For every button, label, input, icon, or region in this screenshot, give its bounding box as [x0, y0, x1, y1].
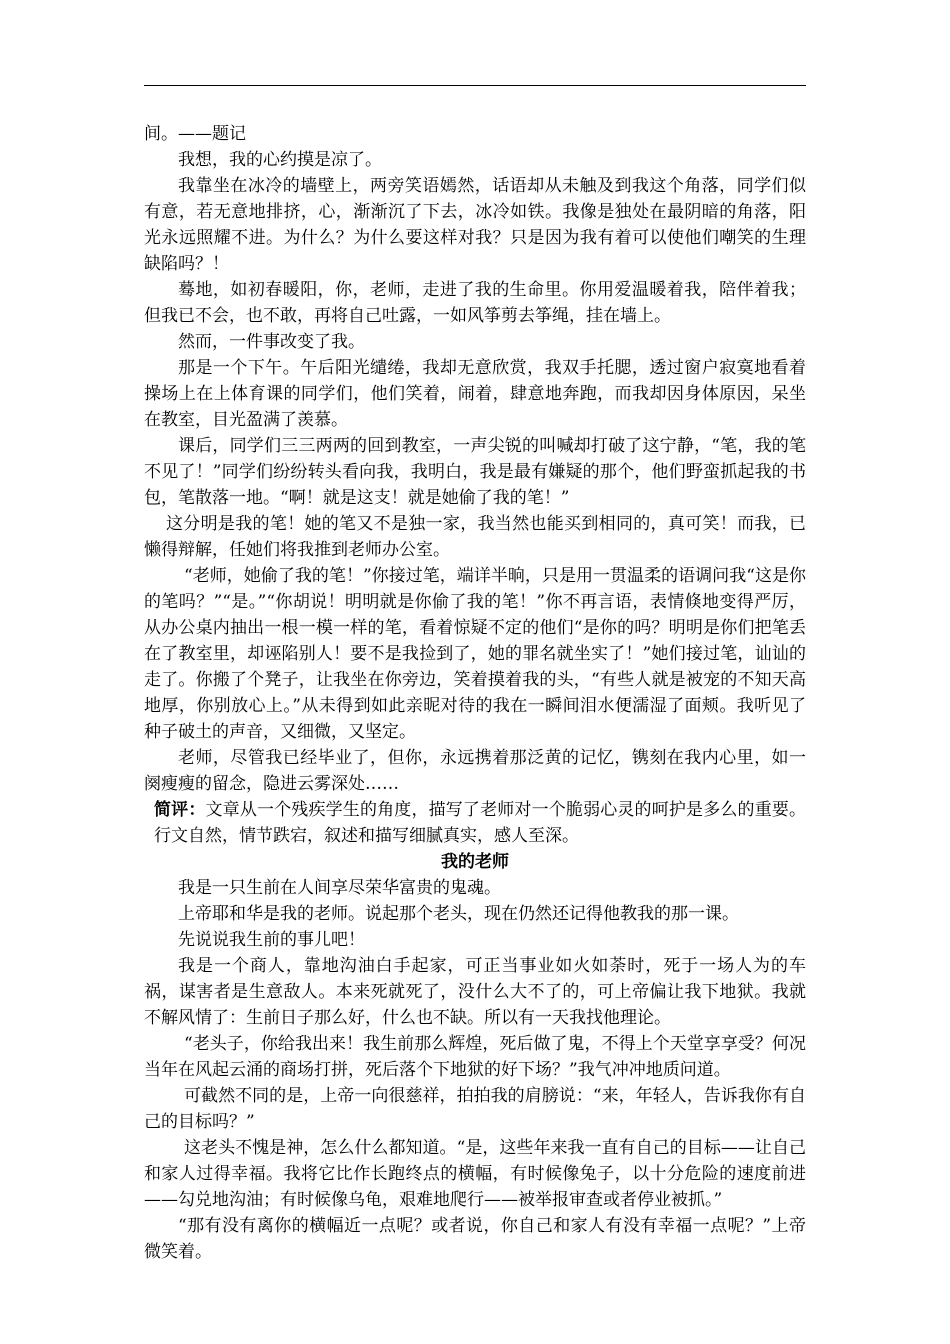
article1-paragraph: 这分明是我的笔！她的笔又不是独一家，我当然也能买到相同的，真可笑！而我，已懒得辩解，任她们将我推到老师办公室。: [144, 514, 806, 560]
article2-paragraph: “老头子，你给我出来！我生前那么辉煌，死后做了鬼，不得上个天堂享享受？何况当年在风起云涌的商场打拼，死后落个下地狱的好下场？”我气冲冲地质问道。: [144, 1034, 806, 1080]
article2-paragraph: “那有没有离你的横幅近一点呢？或者说，你自己和家人有没有幸福一点呢？”上帝微笑着。: [144, 1216, 806, 1262]
comment-label: 简评：: [154, 800, 206, 820]
article1-paragraph: 课后，同学们三三两两的回到教室，一声尖锐的叫喊却打破了这宁静，“笔，我的笔不见了！”同学们纷纷转头看向我，我明白，我是最有嫌疑的那个，他们野蛮抓起我的书包，笔散落一地。“啊！就是这支！就是她偷了我的笔！”: [144, 436, 806, 508]
article2-paragraph: 上帝耶和华是我的老师。说起那个老头，现在仍然还记得他教我的那一课。: [178, 904, 739, 924]
article1-comment: [144, 797, 806, 849]
article2-title: 我的老师: [441, 852, 509, 872]
article1-paragraph: 蓦地，如初春暖阳，你，老师，走进了我的生命里。你用爱温暖着我，陪伴着我；但我已不会，也不敢，再将自己吐露，一如风筝剪去筝绳，挂在墙上。: [144, 280, 806, 326]
article1-epigraph-end: 间。——题记: [144, 124, 246, 144]
article2-paragraph: 我是一个商人，靠地沟油白手起家，可正当事业如火如荼时，死于一场人为的车祸，谋害者是生意敌人。本来死就死了，没什么大不了的，可上帝偏让我下地狱。我就不解风情了：生前日子那么好，什么也不缺。所以有一天我找他理论。: [144, 956, 806, 1028]
document-body: [144, 121, 806, 1265]
header-rule: [144, 85, 806, 86]
article1-paragraph: 我靠坐在冰冷的墙壁上，两旁笑语嫣然，话语却从未触及到我这个角落，同学们似有意，若无意地排挤，心，渐渐沉了下去，冰冷如铁。我像是独处在最阴暗的角落，阳光永远照耀不进。为什么？为什么要这样对我？只是因为我有着可以使他们嘲笑的生理缺陷吗？！: [144, 176, 806, 274]
article1-paragraph: 那是一个下午。午后阳光缱绻，我却无意欣赏，我双手托腮，透过窗户寂寞地看着操场上在上体育课的同学们，他们笑着，闹着，肆意地奔跑，而我却因身体原因，呆坐在教室，目光盈满了羡慕。: [144, 358, 806, 430]
comment-text: 文章从一个残疾学生的角度，描写了老师对一个脆弱心灵的呵护是多么的重要。行文自然，情节跌宕，叙述和描写细腻真实，感人至深。: [154, 800, 807, 846]
article1-paragraph: 老师，尽管我已经毕业了，但你，永远携着那泛黄的记忆，镌刻在我内心里，如一阕瘦瘦的留念，隐进云雾深处……: [144, 748, 806, 794]
article2-paragraph: 这老头不愧是神，怎么什么都知道。“是，这些年来我一直有自己的目标——让自己和家人过得幸福。我将它比作长跑终点的横幅，有时候像兔子，以十分危险的速度前进——勾兑地沟油；有时候像乌龟，艰难地爬行——被举报审查或者停业被抓。”: [144, 1138, 806, 1210]
article1-paragraph: “老师，她偷了我的笔！”你接过笔，端详半晌，只是用一贯温柔的语调问我“这是你的笔吗？”“是。”“你胡说！明明就是你偷了我的笔！”你不再言语，表情倏地变得严厉，从办公桌内抽出一根一模一样的笔，看着惊疑不定的他们“是你的吗？明明是你们把笔丢在了教室里，却诬陷别人！要不是我捡到了，她的罪名就坐实了！”她们接过笔，讪讪的走了。你搬了个凳子，让我坐在你旁边，笑着摸着我的头，“有些人就是被宠的不知天高地厚，你别放心上。”从未得到如此亲昵对待的我在一瞬间泪水便濡湿了面颊。我听见了种子破土的声音，又细微，又坚定。: [144, 566, 806, 742]
article1-paragraph: 然而，一件事改变了我。: [178, 332, 365, 352]
article2-paragraph: 先说说我生前的事儿吧！: [178, 930, 365, 950]
article2-paragraph: 可截然不同的是，上帝一向很慈祥，拍拍我的肩膀说：“来，年轻人，告诉我你有自己的目标吗？”: [144, 1086, 806, 1132]
article1-paragraph: 我想，我的心约摸是凉了。: [178, 150, 382, 170]
article2-paragraph: 我是一只生前在人间享尽荣华富贵的鬼魂。: [178, 878, 501, 898]
